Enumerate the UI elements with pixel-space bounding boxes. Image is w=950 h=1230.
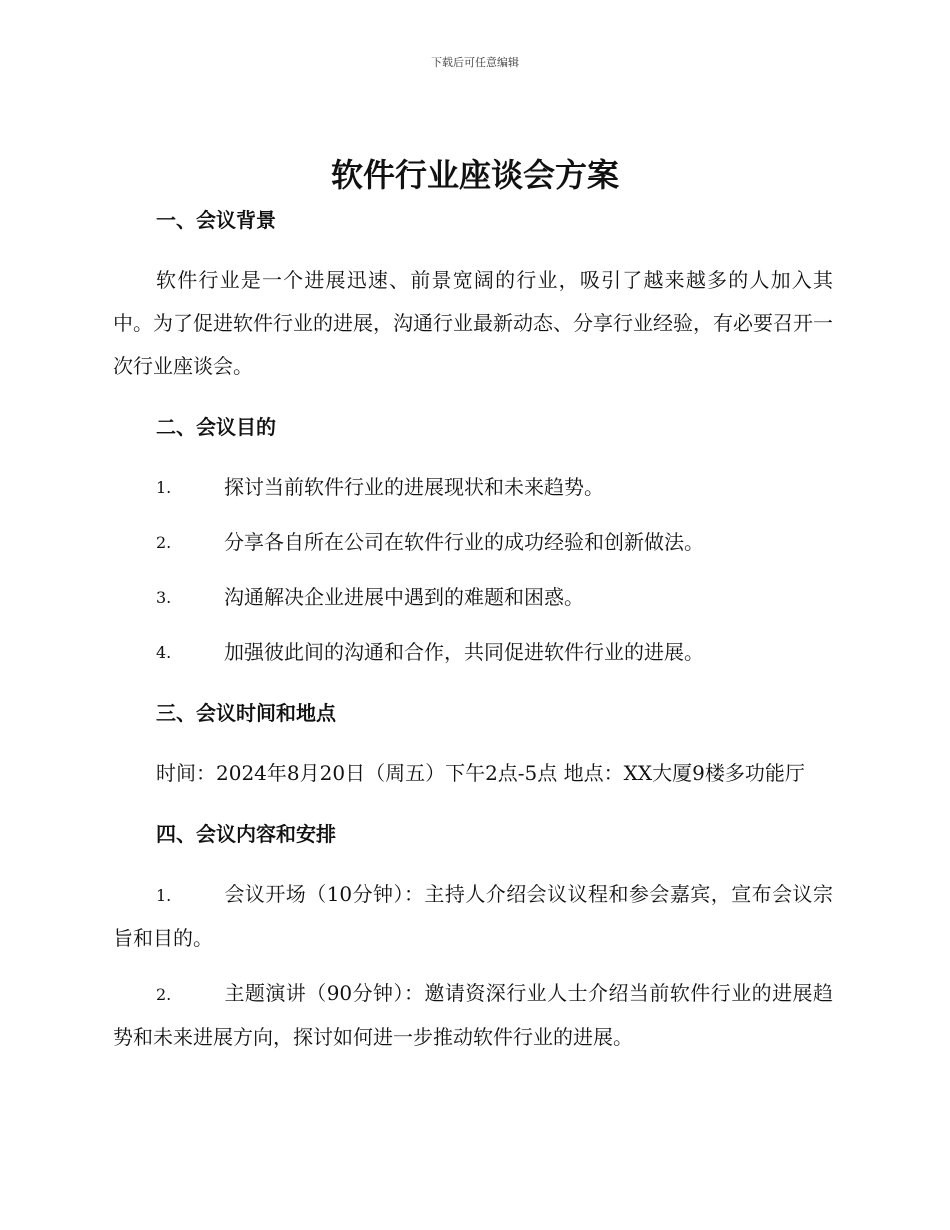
section-heading-agenda: 四、会议内容和安排 <box>156 822 336 846</box>
header-note: 下载后可任意编辑 <box>431 56 519 69</box>
list-item-text: 会议开场（10分钟）：主持人介绍会议议程和参会嘉宾，宣布会议宗旨和目的。 <box>113 882 833 950</box>
section-heading-purpose: 二、会议目的 <box>156 415 276 439</box>
document-body <box>113 200 833 1059</box>
list-item-text: 主题演讲（90分钟）：邀请资深行业人士介绍当前软件行业的进展趋势和未来进展方向，探讨如何进一步推动软件行业的进展。 <box>113 981 833 1049</box>
list-item <box>113 631 833 674</box>
list-item <box>113 972 833 1059</box>
section-heading-time-place: 三、会议时间和地点 <box>156 701 336 725</box>
list-item-text: 加强彼此间的沟通和合作，共同促进软件行业的进展。 <box>224 640 704 664</box>
list-item <box>113 576 833 619</box>
list-item-text: 分享各自所在公司在软件行业的成功经验和创新做法。 <box>224 530 704 554</box>
list-item-text: 沟通解决企业进展中遇到的难题和困惑。 <box>224 585 584 609</box>
purpose-list <box>113 466 833 674</box>
section-heading-background: 一、会议背景 <box>156 208 276 232</box>
list-item <box>113 873 833 960</box>
list-item-number: 1. <box>156 478 172 497</box>
list-item-number: 2. <box>156 985 172 1004</box>
list-item <box>113 521 833 564</box>
list-item-number: 3. <box>156 588 172 607</box>
list-item-number: 4. <box>156 643 172 662</box>
agenda-list <box>113 873 833 1059</box>
list-item-number: 1. <box>156 886 172 905</box>
document-title: 软件行业座谈会方案 <box>330 156 619 194</box>
time-place-paragraph: 时间：2024年8月20日（周五）下午2点-5点 地点：XX大厦9楼多功能厅 <box>156 761 805 785</box>
list-item <box>113 466 833 509</box>
background-paragraph: 软件行业是一个进展迅速、前景宽阔的行业，吸引了越来越多的人加入其中。为了促进软件行业的进展，沟通行业最新动态、分享行业经验，有必要召开一次行业座谈会。 <box>113 268 833 378</box>
list-item-text: 探讨当前软件行业的进展现状和未来趋势。 <box>224 475 604 499</box>
list-item-number: 2. <box>156 533 172 552</box>
